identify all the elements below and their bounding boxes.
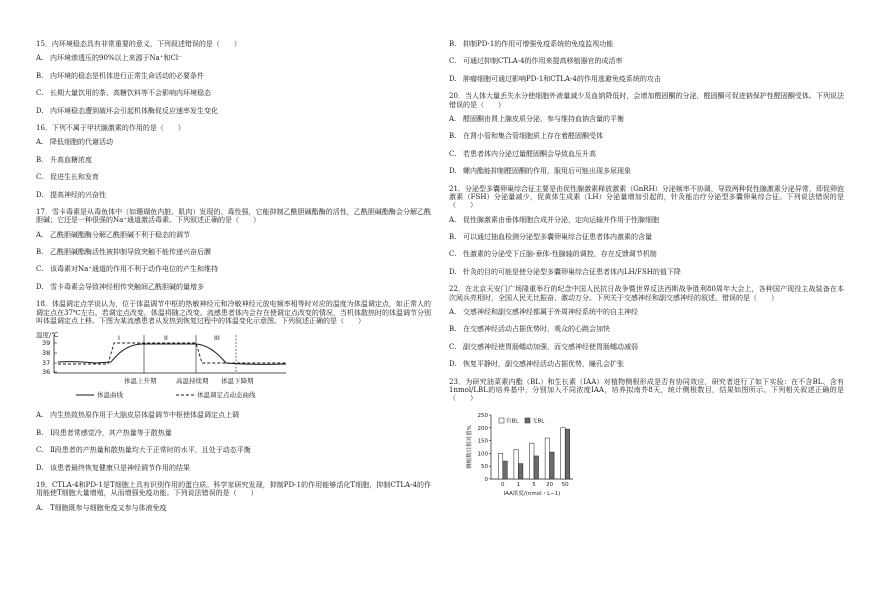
answer-option[interactable] bbox=[449, 250, 844, 258]
question bbox=[36, 208, 431, 291]
option-label: D. bbox=[36, 282, 44, 291]
answer-option[interactable] bbox=[36, 191, 431, 199]
question-stem: 17．雪卡毒素是从毒鱼体中（如珊瑚鱼内脏、肌肉）发现的、毒性强，它能抑制乙酰胆碱酯酶的活性，乙酰胆碱酯酶会分解乙酰胆碱；它还是一种很强的Na⁺通道激活毒素。下列叙述正确的是（ ） bbox=[36, 207, 431, 225]
x-tick-label: 50 bbox=[561, 481, 569, 488]
answer-option[interactable] bbox=[36, 429, 431, 437]
option-label: B. bbox=[36, 248, 44, 257]
answer-option[interactable] bbox=[449, 132, 844, 140]
option-text: 乙酰胆碱酯酶活性被抑制导致突触不能传递兴奋后膜 bbox=[50, 248, 211, 257]
option-text: Ⅰ段患者常感觉冷，其产热量等于散热量 bbox=[50, 428, 172, 437]
question-stem: 21．分泌型多囊卵巢综合征主要是由促性腺激素释放激素（GnRH）分泌频率不协调，导致两种促性腺激素分泌异常，即促卵泡激素（FSH）分泌量减少，促黄体生成素（LH）分泌量增加引起的，针灸能治疗分泌型多囊卵巢综合征。下列说法错误的是（ ） bbox=[449, 184, 844, 210]
phase-label: III bbox=[214, 334, 220, 343]
question-stem: 16．下列不属于甲状腺激素的作用的是（ ） bbox=[36, 123, 185, 132]
option-text: 螺内酯能抑制醛固酮的作用，服用后可能出现多尿现象 bbox=[463, 167, 631, 176]
option-text: 内生热致热原作用于大脑皮层体温调节中枢使体温调定点上调 bbox=[50, 411, 239, 420]
question-stem: 18．体温调定点学说认为，位于体温调节中枢的热敏神经元和冷敏神经元放电频率相等时对应的温度为体温调定点，如正常人的调定点在37℃左右。若调定点改变，体温将随之改变。流感患者体内会存在使调定点改变的情况，当机体散热时的体温调节分别叫体温调定点上移。下图为某流感患者从发热到恢复过程中的体温变化示意图。下列叙述正确的是（ ） bbox=[36, 300, 431, 326]
option-label: D. bbox=[449, 74, 457, 83]
question-stem: 19．CTLA-4和PD-1是T细胞上具有识别作用的蛋白质。科学家研究发现，抑制PD-1的作用能够活化T细胞，抑制CTLA-4的作用能使T细胞大量增殖，从而增强免疫功能。下列说法错误的是（ ） bbox=[36, 480, 431, 498]
answer-option[interactable] bbox=[36, 504, 431, 512]
option-text: 在交感神经活动占据优势时，观众的心跳会加快 bbox=[463, 325, 610, 334]
option-text: 在肾小管和集合管细胞质上存在着醛固酮受体 bbox=[463, 132, 603, 141]
bar-without-bl bbox=[518, 463, 523, 478]
temperature-figure bbox=[36, 331, 396, 403]
option-label: A. bbox=[36, 138, 44, 147]
set-point-curve bbox=[58, 343, 286, 364]
option-label: D. bbox=[36, 463, 44, 472]
option-text: 该患者最终恢复健康只是神经调节作用的结果 bbox=[50, 463, 190, 472]
option-text: 内环境渗透压的90%以上来源于Na⁺和Cl⁻ bbox=[50, 54, 182, 63]
bar-without-bl bbox=[550, 452, 555, 479]
answer-option[interactable] bbox=[449, 343, 844, 351]
answer-option[interactable] bbox=[449, 40, 844, 48]
x-tick-label: 0 bbox=[501, 481, 505, 488]
option-label: B. bbox=[449, 325, 457, 334]
left-column bbox=[36, 40, 431, 521]
bar-without-bl bbox=[503, 461, 508, 479]
x-tick-label: 20 bbox=[546, 481, 554, 488]
option-label: C. bbox=[449, 250, 457, 259]
option-label: B. bbox=[449, 40, 457, 48]
question bbox=[36, 300, 431, 472]
answer-option[interactable] bbox=[36, 72, 431, 80]
question bbox=[449, 185, 844, 277]
bar-with-bl bbox=[530, 443, 535, 479]
y-tick-label: 200 bbox=[477, 425, 488, 432]
bar-with-bl bbox=[561, 428, 566, 479]
option-label: D. bbox=[36, 106, 44, 115]
option-label: B. bbox=[449, 233, 457, 242]
option-text: 可通过抑制CTLA-4的作用来提高移植器官的成活率 bbox=[463, 57, 623, 66]
option-text: 交感神经和副交感神经都属于外周神经系统中的自主神经 bbox=[463, 308, 638, 317]
phase-x-label: 高温持续期 bbox=[176, 377, 209, 386]
question bbox=[449, 285, 844, 368]
answer-option[interactable] bbox=[36, 446, 431, 454]
option-label: A. bbox=[36, 503, 44, 512]
option-text: 内环境的稳态是机体进行正常生命活动的必要条件 bbox=[50, 71, 204, 80]
answer-option[interactable] bbox=[449, 75, 844, 83]
body-temperature-curve bbox=[58, 344, 286, 364]
option-label: D. bbox=[449, 267, 457, 276]
option-text: 降低细胞的代谢活动 bbox=[50, 138, 113, 147]
answer-option[interactable] bbox=[36, 248, 431, 256]
question bbox=[36, 40, 431, 115]
answer-option[interactable] bbox=[449, 57, 844, 65]
option-text: 醛固酮由肾上腺皮质分泌，参与维持血钠含量的平衡 bbox=[463, 114, 624, 123]
option-label: B. bbox=[36, 428, 44, 437]
answer-option[interactable] bbox=[36, 156, 431, 164]
answer-option[interactable] bbox=[36, 107, 431, 115]
y-axis-label: 温度/℃ bbox=[36, 331, 59, 340]
option-text: 雪卡毒素会导致神经相传突触间乙酰胆碱的量增多 bbox=[50, 282, 204, 291]
question bbox=[449, 40, 844, 83]
option-label: B. bbox=[449, 132, 457, 141]
y-tick-label: 38 bbox=[42, 349, 51, 358]
legend-label: 无BL bbox=[532, 418, 545, 425]
option-label: B. bbox=[36, 71, 44, 80]
question bbox=[36, 481, 431, 512]
answer-option[interactable] bbox=[449, 216, 844, 224]
answer-option[interactable] bbox=[36, 283, 431, 291]
y-tick-label: 150 bbox=[477, 438, 488, 445]
option-label: C. bbox=[36, 265, 44, 274]
answer-option[interactable] bbox=[449, 325, 844, 333]
question-stem: 23．为研究油菜素内酯（BL）和生长素（IAA）对植物侧根形成是否有协同效应，研究者进行了如下实验：在不含BL、含有1nmol/LBL的培养基中，分别加入不同浓度IAA，培养拟南芥8天，统计侧根数目，结果如图所示。下列相关叙述正确的是（ ） bbox=[449, 377, 844, 403]
y-tick-label: 39 bbox=[42, 339, 51, 348]
option-label: B. bbox=[36, 155, 44, 164]
bar-with-bl bbox=[545, 438, 550, 479]
right-column bbox=[449, 40, 844, 499]
legend-swatch-with-bl bbox=[499, 418, 504, 423]
phase-label: I bbox=[118, 334, 120, 343]
option-text: 肿瘤细胞可通过影响PD-1和CTLA-4的作用逃避免疫系统的攻击 bbox=[463, 74, 661, 83]
y-tick-label: 250 bbox=[477, 412, 488, 419]
question-stem: 20．当人体大量丢失水分使细胞外液量减少及血钠降低时，会增加醛固酮的分泌，醛固酮可促进钠保护性醛固酮受体。下列说法错误的是（ ） bbox=[449, 92, 844, 109]
y-axis-label: 侧根数目相对值% bbox=[467, 424, 473, 469]
y-tick-label: 36 bbox=[42, 368, 51, 377]
option-text: T细胞既参与细胞免疫又参与体液免疫 bbox=[50, 503, 167, 512]
option-text: 该毒素对Na⁺通道的作用不利于动作电位的产生和维持 bbox=[50, 265, 218, 274]
legend-label: 体温曲线 bbox=[97, 391, 123, 400]
answer-option[interactable] bbox=[36, 138, 431, 146]
y-tick-label: 100 bbox=[477, 451, 488, 458]
option-text: 若患者体内分泌过量醛固酮会导致血压升高 bbox=[463, 149, 596, 158]
x-tick-label: 5 bbox=[532, 481, 536, 488]
option-text: 性激素的分泌受下丘脑-垂体-性腺轴的调控，存在反馈调节机制 bbox=[463, 250, 657, 259]
option-text: 可以通过抽血检测分泌型多囊卵巢综合征患者体内激素的含量 bbox=[463, 233, 652, 242]
phase-x-label: 体温上升期 bbox=[124, 377, 157, 386]
answer-option[interactable] bbox=[449, 360, 844, 368]
legend-swatch-without-bl bbox=[525, 418, 530, 423]
answer-option[interactable] bbox=[449, 150, 844, 158]
question-stem: 22．在北京天安门广场隆重举行的纪念中国人民抗日战争暨世界反法西斯战争胜利80周年大会上，各种国产现役主战装备在本次阅兵亮相时，全国人民无比振奋、激动万分。下列关于交感神经和副交感神经的叙述，错误的是（ ） bbox=[449, 285, 844, 302]
option-text: 促性腺激素由垂体细胞合成并分泌，定向运输并作用于性腺细胞 bbox=[463, 215, 659, 224]
option-text: 内环境稳态遭到破坏会引起机体酶促反应速率发生变化 bbox=[50, 106, 218, 115]
option-label: D. bbox=[449, 167, 457, 176]
bar-without-bl bbox=[565, 429, 570, 479]
x-axis-label: IAA浓度/(nmol・L−1) bbox=[503, 490, 561, 497]
x-tick-label: 1 bbox=[516, 481, 521, 488]
option-label: C. bbox=[449, 149, 457, 158]
answer-option[interactable] bbox=[36, 265, 431, 273]
answer-option[interactable] bbox=[449, 233, 844, 241]
option-label: A. bbox=[449, 308, 457, 317]
answer-option[interactable] bbox=[36, 89, 431, 97]
option-label: C. bbox=[36, 89, 44, 98]
question bbox=[36, 124, 431, 199]
answer-option[interactable] bbox=[449, 268, 844, 276]
phase-label: II bbox=[164, 334, 168, 343]
option-label: D. bbox=[449, 360, 457, 369]
option-label: A. bbox=[36, 54, 44, 63]
answer-option[interactable] bbox=[36, 464, 431, 472]
answer-option[interactable] bbox=[449, 115, 844, 123]
bar-chart bbox=[465, 409, 585, 499]
option-label: A. bbox=[449, 215, 457, 224]
option-text: 副交感神经使胃肠蠕动加强，而交感神经使胃肠蠕动减弱 bbox=[463, 342, 638, 351]
option-label: C. bbox=[36, 446, 44, 455]
option-label: A. bbox=[36, 411, 44, 420]
answer-option[interactable] bbox=[449, 167, 844, 175]
option-text: Ⅱ段患者的产热量和散热量均大于正常时的水平，且处于动态平衡 bbox=[50, 446, 251, 455]
answer-option[interactable] bbox=[36, 54, 431, 62]
question bbox=[449, 378, 844, 499]
y-tick-label: 0 bbox=[484, 476, 488, 483]
y-tick-label: 37 bbox=[42, 359, 51, 368]
option-text: 乙酰胆碱酯酶分解乙酰胆碱不利于稳态的调节 bbox=[50, 230, 190, 239]
option-text: 针灸的目的可能是使分泌型多囊卵巢综合征患者体内LH/FSH的值下降 bbox=[463, 267, 681, 276]
option-label: C. bbox=[449, 342, 457, 351]
question bbox=[449, 92, 844, 175]
option-text: 抑制PD-1的作用可增强免疫系统的免疫监视功能 bbox=[463, 40, 614, 48]
bar-without-bl bbox=[534, 456, 539, 479]
phase-x-label: 体温下降期 bbox=[221, 377, 254, 386]
option-text: 恢复平静时，副交感神经活动占据优势，瞳孔会扩张 bbox=[463, 360, 624, 369]
bar-with-bl bbox=[514, 449, 519, 478]
option-text: 促进生长和发育 bbox=[50, 173, 99, 182]
option-label: C. bbox=[36, 173, 44, 182]
answer-option[interactable] bbox=[36, 411, 431, 419]
question-stem: 15．内环境稳态具有非常重要的意义，下列叙述错误的是（ ） bbox=[36, 40, 241, 48]
answer-option[interactable] bbox=[36, 231, 431, 239]
legend-label: 体温调定点动态曲线 bbox=[197, 391, 256, 400]
option-text: 长期大量饮用的茶、高糖饮料等不会影响内环境稳态 bbox=[50, 89, 211, 98]
option-label: A. bbox=[36, 230, 44, 239]
option-label: C. bbox=[449, 57, 457, 66]
option-text: 升高血糖浓度 bbox=[50, 155, 92, 164]
option-label: D. bbox=[36, 190, 44, 199]
answer-option[interactable] bbox=[36, 173, 431, 181]
bar-with-bl bbox=[498, 453, 503, 479]
option-label: A. bbox=[449, 114, 457, 123]
option-text: 提高神经的兴奋性 bbox=[50, 190, 106, 199]
answer-option[interactable] bbox=[449, 308, 844, 316]
legend-label: 有BL bbox=[506, 418, 519, 425]
y-tick-label: 50 bbox=[481, 463, 488, 470]
